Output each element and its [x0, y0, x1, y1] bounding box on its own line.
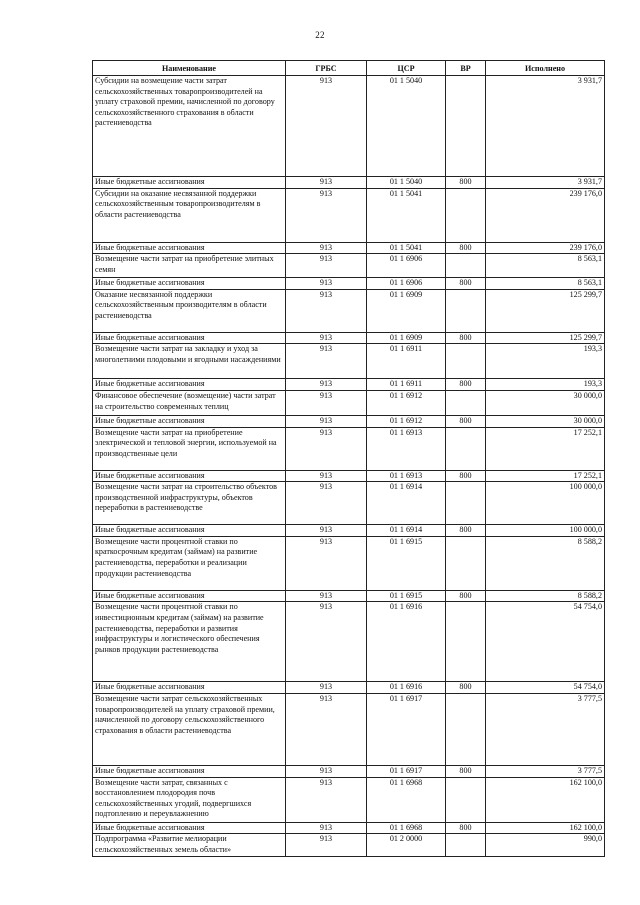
cell-csr: 01 1 5040	[367, 177, 446, 189]
header-grbs: ГРБС	[286, 61, 367, 76]
cell-vr: 800	[446, 415, 486, 427]
cell-csr: 01 1 6911	[367, 344, 446, 379]
page-number: 22	[315, 30, 325, 40]
cell-vr: 800	[446, 765, 486, 777]
cell-done: 8 563,1	[486, 254, 605, 278]
cell-grbs: 913	[286, 415, 367, 427]
table-row	[93, 76, 605, 177]
table-row	[93, 482, 605, 525]
cell-grbs: 913	[286, 602, 367, 682]
table-row	[93, 602, 605, 682]
cell-grbs: 913	[286, 278, 367, 290]
cell-csr: 01 1 6968	[367, 822, 446, 834]
cell-grbs: 913	[286, 177, 367, 189]
cell-csr: 01 1 6915	[367, 536, 446, 590]
cell-grbs: 913	[286, 822, 367, 834]
cell-done: 17 252,1	[486, 470, 605, 482]
header-done: Исполнено	[486, 61, 605, 76]
cell-name: Возмещение части затрат, связанных с восстановлением плодородия почв сельскохозяйственных угодий, подвергшихся подтоплению и переувлажнению	[93, 777, 286, 822]
cell-vr: 800	[446, 177, 486, 189]
cell-name: Возмещение части затрат на строительство объектов производственной инфраструктуры, объектов переработки в растениеводстве	[93, 482, 286, 525]
cell-done: 17 252,1	[486, 427, 605, 470]
cell-done: 30 000,0	[486, 390, 605, 415]
table-row	[93, 822, 605, 834]
cell-vr: 800	[446, 470, 486, 482]
table-row	[93, 242, 605, 254]
cell-csr: 01 1 6914	[367, 525, 446, 537]
cell-vr	[446, 344, 486, 379]
cell-vr: 800	[446, 822, 486, 834]
table-row	[93, 427, 605, 470]
cell-grbs: 913	[286, 344, 367, 379]
cell-done: 54 754,0	[486, 602, 605, 682]
cell-grbs: 913	[286, 390, 367, 415]
cell-name: Субсидии на возмещение части затрат сельскохозяйственных товаропроизводителей на уплату страховой премии, начисленной по договору сельскохозяйственного страхования в области растениеводства	[93, 76, 286, 177]
cell-vr	[446, 188, 486, 242]
cell-grbs: 913	[286, 427, 367, 470]
cell-name: Иные бюджетные ассигнования	[93, 765, 286, 777]
table-row	[93, 525, 605, 537]
cell-done: 3 777,5	[486, 765, 605, 777]
cell-done: 30 000,0	[486, 415, 605, 427]
cell-grbs: 913	[286, 332, 367, 344]
cell-grbs: 913	[286, 525, 367, 537]
cell-done: 100 000,0	[486, 482, 605, 525]
cell-name: Финансовое обеспечение (возмещение) части затрат на строительство современных теплиц	[93, 390, 286, 415]
table-row	[93, 278, 605, 290]
cell-vr: 800	[446, 682, 486, 694]
cell-grbs: 913	[286, 834, 367, 857]
cell-done: 8 588,2	[486, 590, 605, 602]
cell-grbs: 913	[286, 682, 367, 694]
cell-csr: 01 1 6917	[367, 765, 446, 777]
cell-csr: 01 1 6914	[367, 482, 446, 525]
cell-grbs: 913	[286, 188, 367, 242]
cell-vr: 800	[446, 242, 486, 254]
table-row	[93, 289, 605, 332]
cell-csr: 01 1 6917	[367, 693, 446, 765]
cell-name: Иные бюджетные ассигнования	[93, 470, 286, 482]
cell-vr	[446, 76, 486, 177]
cell-csr: 01 1 6906	[367, 278, 446, 290]
table-row	[93, 344, 605, 379]
cell-name: Иные бюджетные ассигнования	[93, 682, 286, 694]
cell-csr: 01 1 6913	[367, 470, 446, 482]
cell-vr: 800	[446, 525, 486, 537]
table-row	[93, 590, 605, 602]
cell-name: Иные бюджетные ассигнования	[93, 525, 286, 537]
budget-execution-table	[92, 60, 605, 857]
cell-csr: 01 1 5040	[367, 76, 446, 177]
cell-vr: 800	[446, 332, 486, 344]
cell-name: Иные бюджетные ассигнования	[93, 590, 286, 602]
cell-vr	[446, 602, 486, 682]
cell-vr	[446, 254, 486, 278]
cell-grbs: 913	[286, 590, 367, 602]
cell-done: 100 000,0	[486, 525, 605, 537]
table-row	[93, 682, 605, 694]
cell-vr	[446, 427, 486, 470]
table-row	[93, 188, 605, 242]
table-header-row	[93, 61, 605, 76]
cell-name: Возмещение части процентной ставки по краткосрочным кредитам (займам) на развитие растениеводства, переработки и реализации продукции растениеводства	[93, 536, 286, 590]
cell-grbs: 913	[286, 289, 367, 332]
cell-vr: 800	[446, 590, 486, 602]
header-csr: ЦСР	[367, 61, 446, 76]
cell-name: Иные бюджетные ассигнования	[93, 332, 286, 344]
cell-done: 54 754,0	[486, 682, 605, 694]
cell-csr: 01 1 6915	[367, 590, 446, 602]
cell-vr	[446, 834, 486, 857]
cell-csr: 01 1 6913	[367, 427, 446, 470]
cell-done: 239 176,0	[486, 242, 605, 254]
cell-name: Возмещение части затрат на закладку и уход за многолетними плодовыми и ягодными насаждениями	[93, 344, 286, 379]
cell-vr	[446, 777, 486, 822]
cell-name: Субсидии на оказание несвязанной поддержки сельскохозяйственным товаропроизводителям в области растениеводства	[93, 188, 286, 242]
table-row	[93, 765, 605, 777]
cell-done: 193,3	[486, 344, 605, 379]
cell-vr: 800	[446, 379, 486, 391]
cell-vr	[446, 390, 486, 415]
cell-name: Подпрограмма «Развитие мелиорации сельскохозяйственных земель области»	[93, 834, 286, 857]
cell-vr: 800	[446, 278, 486, 290]
cell-grbs: 913	[286, 242, 367, 254]
cell-name: Иные бюджетные ассигнования	[93, 177, 286, 189]
cell-name: Иные бюджетные ассигнования	[93, 242, 286, 254]
table-row	[93, 390, 605, 415]
cell-name: Иные бюджетные ассигнования	[93, 278, 286, 290]
cell-csr: 01 1 6912	[367, 390, 446, 415]
table-row	[93, 379, 605, 391]
cell-done: 8 588,2	[486, 536, 605, 590]
cell-vr	[446, 536, 486, 590]
header-name: Наименование	[93, 61, 286, 76]
cell-grbs: 913	[286, 536, 367, 590]
cell-done: 162 100,0	[486, 822, 605, 834]
table-row	[93, 536, 605, 590]
cell-done: 3 931,7	[486, 76, 605, 177]
cell-csr: 01 1 6916	[367, 682, 446, 694]
cell-done: 193,3	[486, 379, 605, 391]
cell-csr: 01 2 0000	[367, 834, 446, 857]
cell-csr: 01 1 6912	[367, 415, 446, 427]
cell-csr: 01 1 6968	[367, 777, 446, 822]
cell-csr: 01 1 6909	[367, 332, 446, 344]
cell-grbs: 913	[286, 765, 367, 777]
table-row	[93, 332, 605, 344]
cell-done: 990,0	[486, 834, 605, 857]
cell-done: 125 299,7	[486, 332, 605, 344]
cell-csr: 01 1 6906	[367, 254, 446, 278]
cell-vr	[446, 289, 486, 332]
table-row	[93, 834, 605, 857]
cell-done: 8 563,1	[486, 278, 605, 290]
cell-csr: 01 1 5041	[367, 242, 446, 254]
cell-done: 239 176,0	[486, 188, 605, 242]
cell-grbs: 913	[286, 76, 367, 177]
cell-csr: 01 1 6911	[367, 379, 446, 391]
cell-name: Иные бюджетные ассигнования	[93, 822, 286, 834]
table-row	[93, 177, 605, 189]
cell-name: Возмещение части процентной ставки по инвестиционным кредитам (займам) на развитие растениеводства, переработки и развития инфраструктуры и логистического обеспечения рынков продукции растениеводства	[93, 602, 286, 682]
cell-vr	[446, 693, 486, 765]
cell-name: Иные бюджетные ассигнования	[93, 379, 286, 391]
cell-csr: 01 1 6909	[367, 289, 446, 332]
cell-vr	[446, 482, 486, 525]
cell-grbs: 913	[286, 379, 367, 391]
table-row	[93, 693, 605, 765]
cell-name: Возмещение части затрат на приобретение электрической и тепловой энергии, используемой на производственные цели	[93, 427, 286, 470]
cell-grbs: 913	[286, 254, 367, 278]
cell-name: Оказание несвязанной поддержки сельскохозяйственным производителям в области растениеводства	[93, 289, 286, 332]
cell-csr: 01 1 5041	[367, 188, 446, 242]
cell-grbs: 913	[286, 693, 367, 765]
cell-grbs: 913	[286, 777, 367, 822]
cell-name: Возмещение части затрат на приобретение элитных семян	[93, 254, 286, 278]
cell-name: Возмещение части затрат сельскохозяйственных товаропроизводителей на уплату страховой премии, начисленной по договору сельскохозяйственного страхования в области растениеводства	[93, 693, 286, 765]
cell-grbs: 913	[286, 470, 367, 482]
cell-done: 125 299,7	[486, 289, 605, 332]
cell-grbs: 913	[286, 482, 367, 525]
table-row	[93, 254, 605, 278]
header-vr: ВР	[446, 61, 486, 76]
table-row	[93, 470, 605, 482]
table-row	[93, 777, 605, 822]
cell-csr: 01 1 6916	[367, 602, 446, 682]
table-row	[93, 415, 605, 427]
cell-done: 3 777,5	[486, 693, 605, 765]
cell-done: 162 100,0	[486, 777, 605, 822]
cell-done: 3 931,7	[486, 177, 605, 189]
cell-name: Иные бюджетные ассигнования	[93, 415, 286, 427]
